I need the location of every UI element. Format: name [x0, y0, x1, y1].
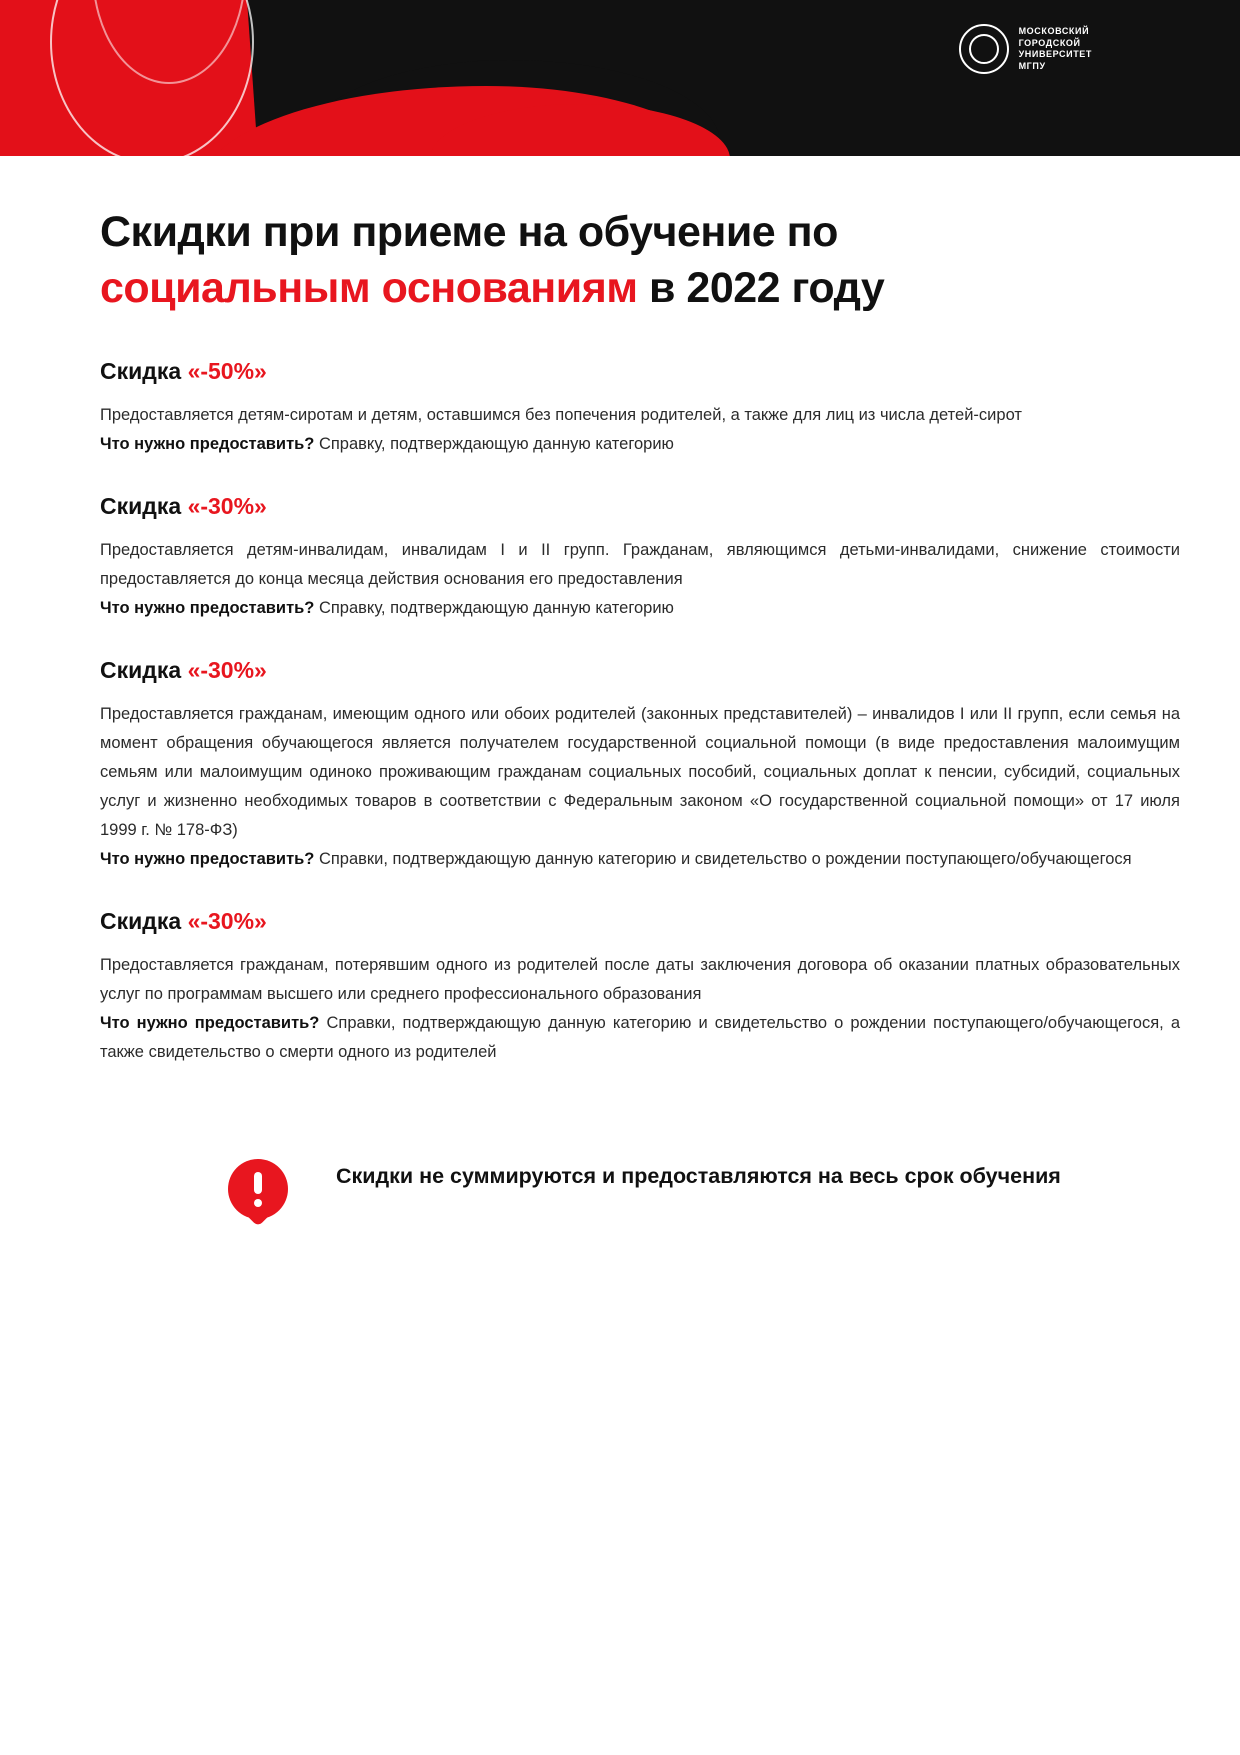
important-note [100, 1159, 1180, 1235]
logo-text [1019, 26, 1092, 72]
logo-line-2: ГОРОДСКОЙ [1018, 37, 1081, 48]
discount-heading [100, 493, 1180, 520]
exclamation-dot-shape [254, 1199, 262, 1207]
required-documents-label: Что нужно предоставить? [100, 435, 315, 453]
logo-circle-icon [959, 24, 1009, 74]
discount-heading-label: Скидка [100, 358, 188, 384]
discount-description-text: Предоставляется гражданам, имеющим одного или обоих родителей (законных представителей) – инвалидов I или II групп, если семья на момент обращения обучающегося является получателем государственной социальной помощи (в виде предоставления малоимущим семьям или малоимущим одиноко проживающим гражданам социальных пособий, социальных доплат к пенсии, субсидий, социальных услуг и жизненно необходимых товаров в соответствии с Федеральным законом «О государственной социальной помощи» от 17 июля 1999 г. № 178-ФЗ) [100, 705, 1180, 839]
required-documents-label: Что нужно предоставить? [100, 850, 315, 868]
exclamation-bar-shape [254, 1172, 262, 1194]
discount-percent: «-50%» [187, 358, 267, 384]
discount-section [100, 358, 1180, 459]
discount-description-text: Предоставляется гражданам, потерявшим одного из родителей после даты заключения договора об оказании платных образовательных услуг по программам высшего или среднего профессионального образования [100, 956, 1180, 1003]
discount-description [100, 401, 1180, 459]
page-title-part-1: Скидки при приеме на обучение по [100, 208, 838, 256]
discount-section [100, 908, 1180, 1067]
discount-section [100, 657, 1180, 874]
required-documents-label: Что нужно предоставить? [100, 1014, 320, 1032]
page-title-accent: социальным основаниям [100, 264, 638, 312]
important-note-text: Скидки не суммируются и предоставляются на весь срок обучения [336, 1164, 1061, 1188]
required-documents-value: Справки, подтверждающую данную категорию и свидетельство о рождении поступающего/обучающегося [314, 850, 1132, 868]
discount-heading [100, 908, 1180, 935]
discount-section [100, 493, 1180, 623]
discount-heading [100, 358, 1180, 385]
logo-line-1: МОСКОВСКИЙ [1018, 26, 1090, 36]
required-documents-label: Что нужно предоставить? [100, 599, 315, 617]
discount-percent: «-30%» [187, 908, 267, 934]
required-documents-value: Справки, подтверждающую данную категорию и свидетельство о рождении поступающего/обучающегося, а также свидетельство о смерти одного из родителей [100, 1014, 1180, 1061]
discount-description [100, 700, 1180, 874]
logo-line-3: УНИВЕРСИТЕТ [1018, 49, 1092, 59]
discount-heading-label: Скидка [100, 657, 188, 683]
discount-heading [100, 657, 1180, 684]
discount-heading-label: Скидка [100, 493, 188, 519]
discount-description-text: Предоставляется детям-сиротам и детям, оставшимся без попечения родителей, а также для лиц из числа детей-сирот [100, 406, 1022, 424]
discount-percent: «-30%» [187, 657, 267, 683]
discount-description-text: Предоставляется детям-инвалидам, инвалидам I и II групп. Гражданам, являющимся детьми-инвалидами, снижение стоимости предоставляется до конца месяца действия основания его предоставления [100, 541, 1180, 588]
page-title-part-2: в 2022 году [637, 264, 885, 312]
discount-description [100, 536, 1180, 623]
page-title [100, 204, 1110, 316]
required-documents-value: Справку, подтверждающую данную категорию [314, 599, 674, 617]
exclamation-pin-icon [228, 1159, 288, 1235]
discount-description [100, 951, 1180, 1067]
discount-percent: «-30%» [187, 493, 267, 519]
logo-line-4: МГПУ [1018, 60, 1046, 71]
university-logo [959, 24, 1092, 74]
discount-heading-label: Скидка [100, 908, 188, 934]
required-documents-value: Справку, подтверждающую данную категорию [314, 435, 674, 453]
document-content [0, 156, 1240, 1235]
page-header-banner [0, 0, 1240, 156]
